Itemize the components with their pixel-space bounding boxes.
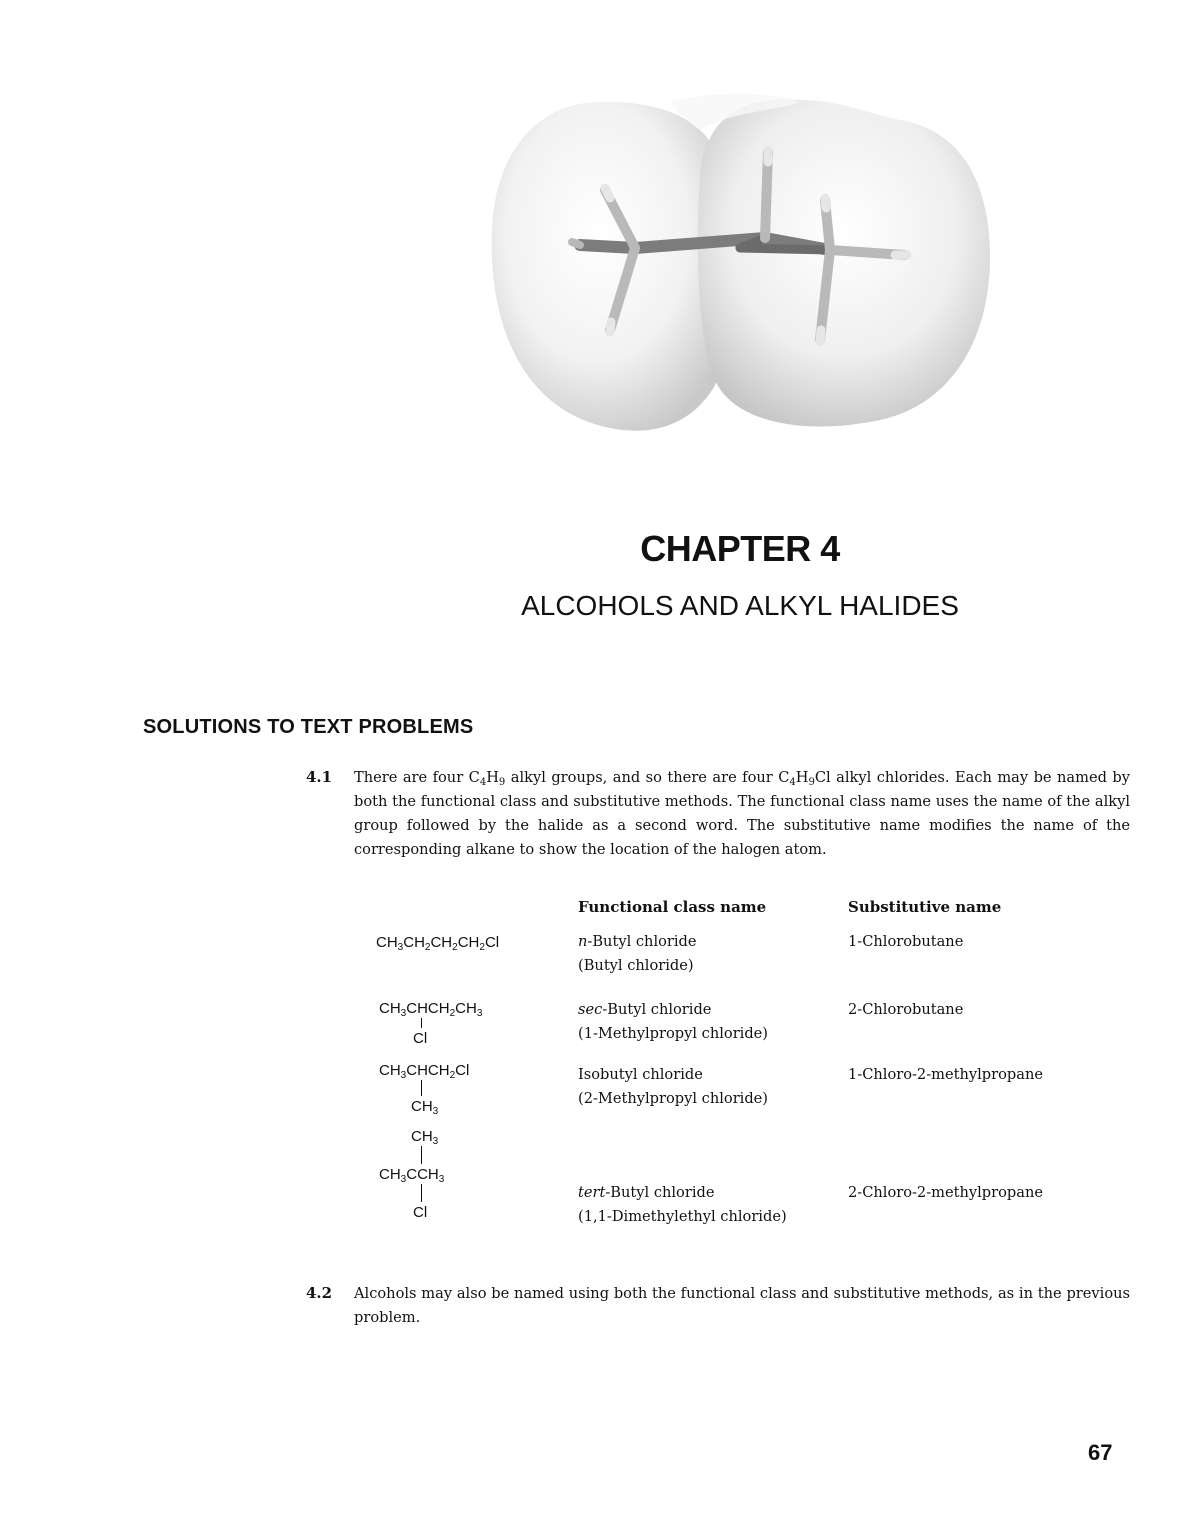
formula-row-3-substituent: $CH_3$ [411,1098,439,1117]
bond-line [421,1018,422,1028]
functional-alt-row-1: (Butyl chloride) [578,957,694,974]
functional-alt-row-4: (1,1-Dimethylethyl chloride) [578,1208,787,1225]
column-header-substitutive: Substitutive name [848,898,1002,916]
formula-row-4-substituent: Cl [413,1204,428,1221]
section-heading: SOLUTIONS TO TEXT PROBLEMS [143,716,474,738]
formula-row-3: $CH_3CHCH_2Cl$ [379,1062,470,1081]
problem-number-4-2: 4.2 [306,1284,333,1302]
functional-name-row-3: Isobutyl chloride [578,1066,703,1083]
functional-name-row-4: tert-Butyl chloride [578,1184,715,1201]
bond-line [421,1184,422,1202]
problem-number-4-1: 4.1 [306,768,333,786]
formula-row-4-top-substituent: $CH_3$ [411,1128,439,1147]
surface-left-lobe [492,102,727,431]
substitutive-name-row-3: 1-Chloro-2-methylpropane [848,1066,1043,1083]
chapter-title: ALCOHOLS AND ALKYL HALIDES [521,590,959,621]
substitutive-name-row-2: 2-Chlorobutane [848,1001,964,1018]
formula-row-2: $CH_3CHCH_2CH_3$ [379,1000,483,1019]
problem-4-1-text: There are four $C_4H_9$ alkyl groups, and so there are four $C_4H_9Cl$ alkyl chlorides. Each may be named by both the functional class and substitutive methods. The functional class name uses the name of the alkyl group followed by the halide as a second word. The substitutive name modifies the name of the corresponding alkane to show the location of the halogen atom. [354,769,1130,858]
functional-alt-row-2: (1-Methylpropyl chloride) [578,1025,769,1042]
formula-row-4: $CH_3CCH_3$ [379,1166,445,1185]
substitutive-name-row-1: 1-Chlorobutane [848,933,964,950]
molecular-model-figure [480,90,1000,450]
formula-row-2-substituent: Cl [413,1030,428,1047]
page-number: 67 [1088,1440,1113,1465]
bond-line [421,1080,422,1096]
functional-name-row-1: n-Butyl chloride [578,933,697,950]
functional-alt-row-3: (2-Methylpropyl chloride) [578,1090,769,1107]
formula-row-1: $CH_3CH_2CH_2CH_2Cl$ [376,934,500,953]
problem-4-2-text: Alcohols may also be named using both the functional class and substitutive methods, as in the previous problem. [354,1285,1130,1326]
column-header-functional-class: Functional class name [578,898,767,916]
substitutive-name-row-4: 2-Chloro-2-methylpropane [848,1184,1043,1201]
surface-right-lobe [698,100,990,427]
bond-line [421,1146,422,1164]
functional-name-row-2: sec-Butyl chloride [578,1001,712,1018]
chapter-label: CHAPTER 4 [640,528,840,569]
